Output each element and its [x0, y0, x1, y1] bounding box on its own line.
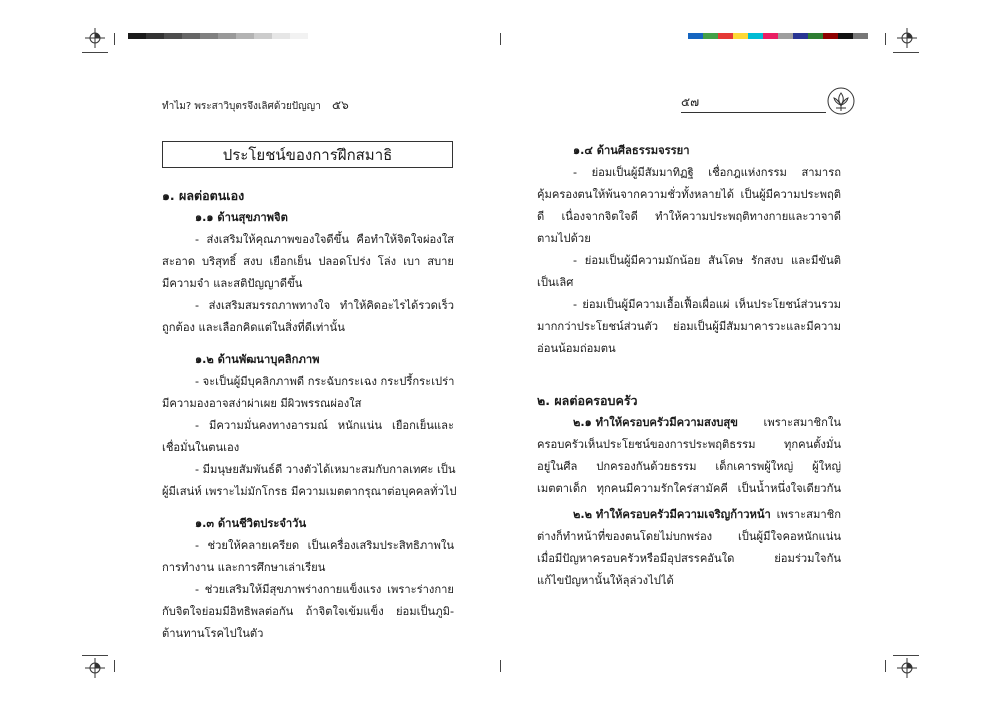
color-swatch [808, 33, 823, 39]
paragraph-line: ผู้มีเสน่ห์ เพราะไม่มักโกรธ มีความเมตตากรุณาต่อบุคคลทั่วไป [162, 485, 457, 498]
grayscale-bar [128, 33, 308, 39]
paragraph-line: มีความองอาจสง่าผ่าเผย มีผิวพรรณผ่องใส [162, 397, 362, 410]
paragraph-line: อ่อนน้อมถ่อมตน [537, 342, 616, 355]
paragraph-line: ตามไปด้วย [537, 232, 591, 245]
paragraph-text: เพราะสมาชิก [776, 508, 841, 521]
color-swatch [272, 33, 290, 39]
color-swatch [838, 33, 853, 39]
color-bar [688, 33, 868, 39]
paragraph-line: - ย่อมเป็นผู้มีความเอื้อเฟื้อเผื่อแผ่ เห็นประโยชน์ส่วนรวม [573, 298, 841, 311]
lotus-icon [826, 86, 856, 116]
paragraph-line: - จะเป็นผู้มีบุคลิกภาพดี กระฉับกระเฉง กระปรี้กระเปร่า [195, 375, 455, 388]
paragraph-line [537, 412, 841, 434]
color-swatch [823, 33, 838, 39]
section-heading: ๑. ผลต่อตนเอง [162, 188, 245, 203]
left-page-body [162, 185, 457, 645]
color-swatch [290, 33, 308, 39]
page-title: ประโยชน์ของการฝึกสมาธิ [162, 141, 453, 168]
paragraph-line: - มีมนุษยสัมพันธ์ดี วางตัวได้เหมาะสมกับกาลเทศะ เป็น [195, 463, 456, 476]
paragraph-line: มากกว่าประโยชน์ส่วนตัว ย่อมเป็นผู้มีสัมมาคารวะและมีความ [537, 320, 841, 333]
registration-mark-icon [85, 28, 105, 48]
color-swatch [763, 33, 778, 39]
subsection-heading: ๑.๓ ด้านชีวิตประจำวัน [195, 517, 307, 530]
page-number: ๕๖ [332, 98, 349, 112]
header-rule [681, 112, 826, 113]
book-title: ทำไม? พระสาวิบุตรจึงเลิศด้วยปัญญา [162, 101, 321, 112]
section-heading: ๒. ผลต่อครอบครัว [537, 393, 638, 408]
color-swatch [703, 33, 718, 39]
subsection-heading: ๑.๔ ด้านศีลธรรมจรรยา [573, 144, 690, 157]
paragraph-line: เชื่อมั่นในตนเอง [162, 441, 240, 454]
color-swatch [748, 33, 763, 39]
paragraph-line: คุ้มครองตนให้พ้นจากความชั่วทั้งหลายได้ เป็นผู้มีความประพฤติ [537, 188, 841, 201]
running-header-left [162, 96, 349, 115]
paragraph-line: - ช่วยเสริมให้มีสุขภาพร่างกายแข็งแรง เพราะร่างกาย [195, 583, 454, 596]
paragraph-line: - ช่วยให้คลายเครียด เป็นเครื่องเสริมประสิทธิภาพใน [195, 539, 454, 552]
subsection-heading: ๒.๑ ทำให้ครอบครัวมีความสงบสุข [573, 416, 738, 429]
paragraph-line: มีความจำ และสติปัญญาดีขึ้น [162, 277, 303, 290]
color-swatch [164, 33, 182, 39]
paragraph-line: การทำงาน และการศึกษาเล่าเรียน [162, 561, 326, 574]
color-swatch [853, 33, 868, 39]
paragraph-line: แก้ไขปัญหานั้นให้ลุล่วงไปได้ [537, 574, 674, 587]
right-page-body [537, 140, 841, 592]
subsection-heading: ๑.๒ ด้านพัฒนาบุคลิกภาพ [195, 353, 320, 366]
paragraph-line: - มีความมั่นคงทางอารมณ์ หนักแน่น เยือกเย็นและ [195, 419, 454, 432]
paragraph-text: เพราะสมาชิกใน [763, 416, 841, 429]
paragraph-line: ต้านทานโรคไปในตัว [162, 627, 264, 640]
subsection-heading: ๑.๑ ด้านสุขภาพจิต [195, 211, 288, 224]
color-swatch [778, 33, 793, 39]
paragraph-line: ครอบครัวเห็นประโยชน์ของการประพฤติธรรม ทุกคนตั้งมั่น [537, 438, 841, 451]
paragraph-line: เป็นเลิศ [537, 276, 574, 289]
subsection-heading: ๒.๒ ทำให้ครอบครัวมีความเจริญก้าวหน้า [573, 508, 771, 521]
paragraph-line: ดี เนื่องจากจิตใจดี ทำให้ความประพฤติทางกายและวาจาดี [537, 210, 841, 223]
paragraph-line [537, 504, 841, 526]
paragraph-line: ต่างก็ทำหน้าที่ของตนโดยไม่บกพร่อง เป็นผู้มีใจคอหนักแน่น [537, 530, 841, 543]
color-swatch [733, 33, 748, 39]
registration-mark-icon [897, 658, 917, 678]
paragraph-line: กับจิตใจย่อมมีอิทธิพลต่อกัน ถ้าจิตใจเข้มแข็ง ย่อมเป็นภูมิ- [162, 605, 454, 618]
color-swatch [793, 33, 808, 39]
registration-mark-icon [85, 658, 105, 678]
color-swatch [128, 33, 146, 39]
paragraph-line: เมื่อมีปัญหาครอบครัวหรือมีอุปสรรคอันใด ย่อมร่วมใจกัน [537, 552, 841, 565]
color-swatch [688, 33, 703, 39]
paragraph-line: ถูกต้อง และเลือกคิดแต่ในสิ่งที่ดีเท่านั้น [162, 321, 345, 334]
paragraph-line: - ส่งเสริมสมรรถภาพทางใจ ทำให้คิดอะไรได้รวดเร็ว [195, 299, 454, 312]
paragraph-line: - ส่งเสริมให้คุณภาพของใจดีขึ้น คือทำให้จิตใจผ่องใส [195, 233, 454, 246]
paragraph-line: - ย่อมเป็นผู้มีความมักน้อย สันโดษ รักสงบ และมีขันติ [573, 254, 841, 267]
color-swatch [718, 33, 733, 39]
registration-mark-icon [897, 28, 917, 48]
color-swatch [254, 33, 272, 39]
color-swatch [218, 33, 236, 39]
color-swatch [236, 33, 254, 39]
paragraph-line: เมตตาเด็ก ทุกคนมีความรักใคร่สามัคคี เป็นน้ำหนึ่งใจเดียวกัน [537, 482, 841, 495]
color-swatch [146, 33, 164, 39]
page-number: ๕๗ [681, 95, 700, 109]
color-swatch [200, 33, 218, 39]
paragraph-line: สะอาด บริสุทธิ์ สงบ เยือกเย็น ปลอดโปร่ง โล่ง เบา สบาย [162, 255, 454, 268]
paragraph-line: อยู่ในศีล ปกครองกันด้วยธรรม เด็กเคารพผู้ใหญ่ ผู้ใหญ่ [537, 460, 841, 473]
paragraph-line: - ย่อมเป็นผู้มีสัมมาทิฏฐิ เชื่อกฎแห่งกรรม สามารถ [573, 166, 841, 179]
color-swatch [182, 33, 200, 39]
